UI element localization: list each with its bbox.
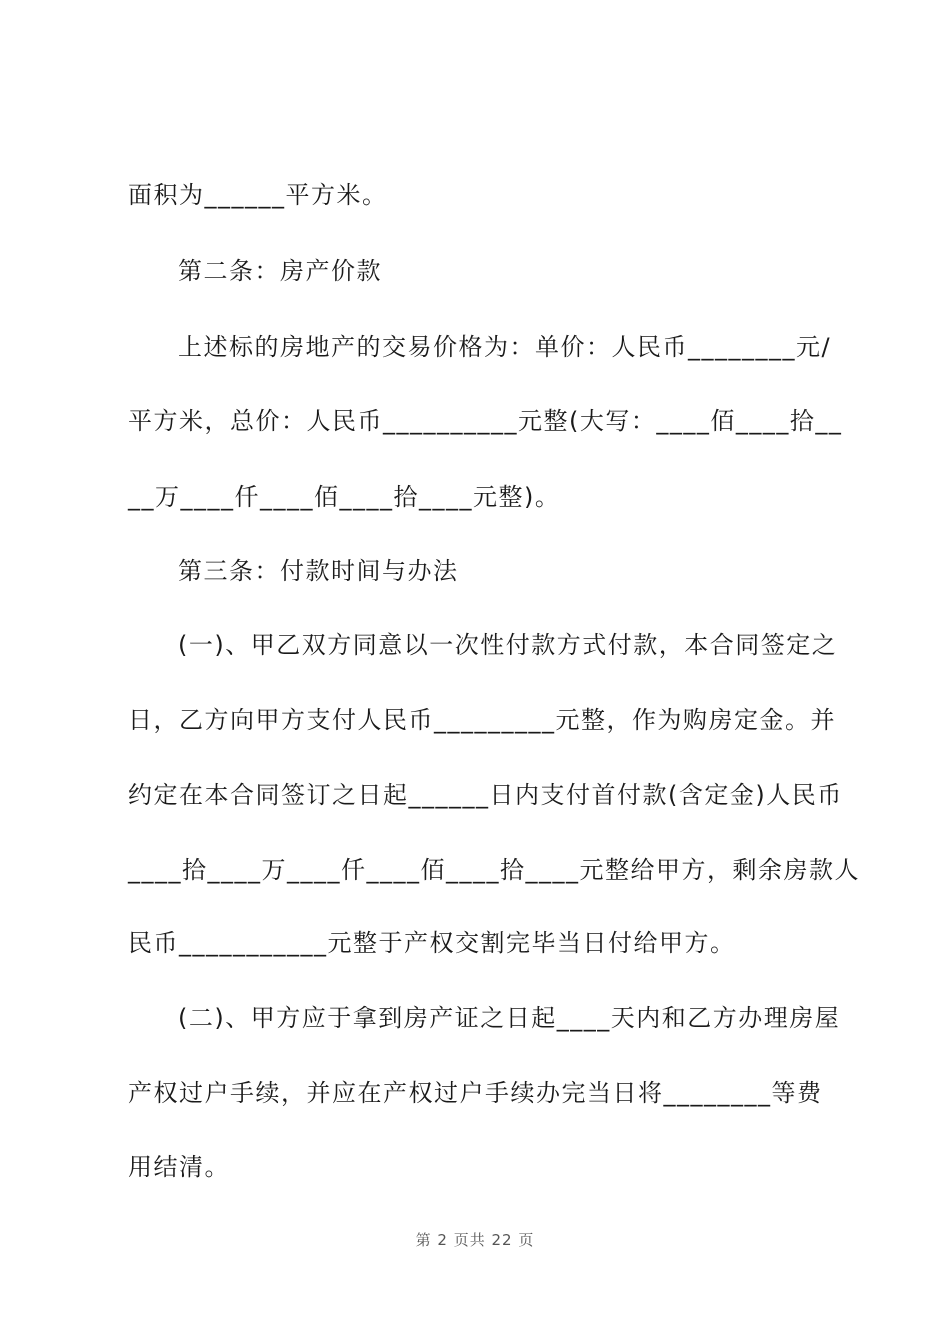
paragraph-line: __万____仟____佰____拾____元整)。 [128, 483, 561, 511]
paragraph-line: 面积为______平方米。 [128, 181, 388, 209]
paragraph-line: 产权过户手续，并应在产权过户手续办完当日将________等费 [128, 1079, 823, 1107]
paragraph-line: 日，乙方向甲方支付人民币_________元整，作为购房定金。并 [128, 706, 836, 734]
paragraph-line: 上述标的房地产的交易价格为：单价：人民币________元/ [178, 333, 832, 361]
paragraph-line: ____拾____万____仟____佰____拾____元整给甲方，剩余房款人 [128, 856, 860, 884]
paragraph-line: (二)、甲方应于拿到房产证之日起____天内和乙方办理房屋 [178, 1004, 841, 1032]
paragraph-line: 平方米，总价：人民币__________元整(大写：____佰____拾__ [128, 407, 843, 435]
page-number-footer: 第 2 页共 22 页 [415, 1231, 535, 1249]
paragraph-line: 约定在本合同签订之日起______日内支付首付款(含定金)人民币 [128, 781, 843, 809]
section-heading: 第二条：房产价款 [178, 257, 382, 285]
paragraph-line: 用结清。 [128, 1153, 230, 1181]
paragraph-line: 民币___________元整于产权交割完毕当日付给甲方。 [128, 929, 736, 957]
section-heading: 第三条：付款时间与办法 [178, 557, 459, 585]
paragraph-line: (一)、甲乙双方同意以一次性付款方式付款，本合同签定之 [178, 631, 838, 659]
